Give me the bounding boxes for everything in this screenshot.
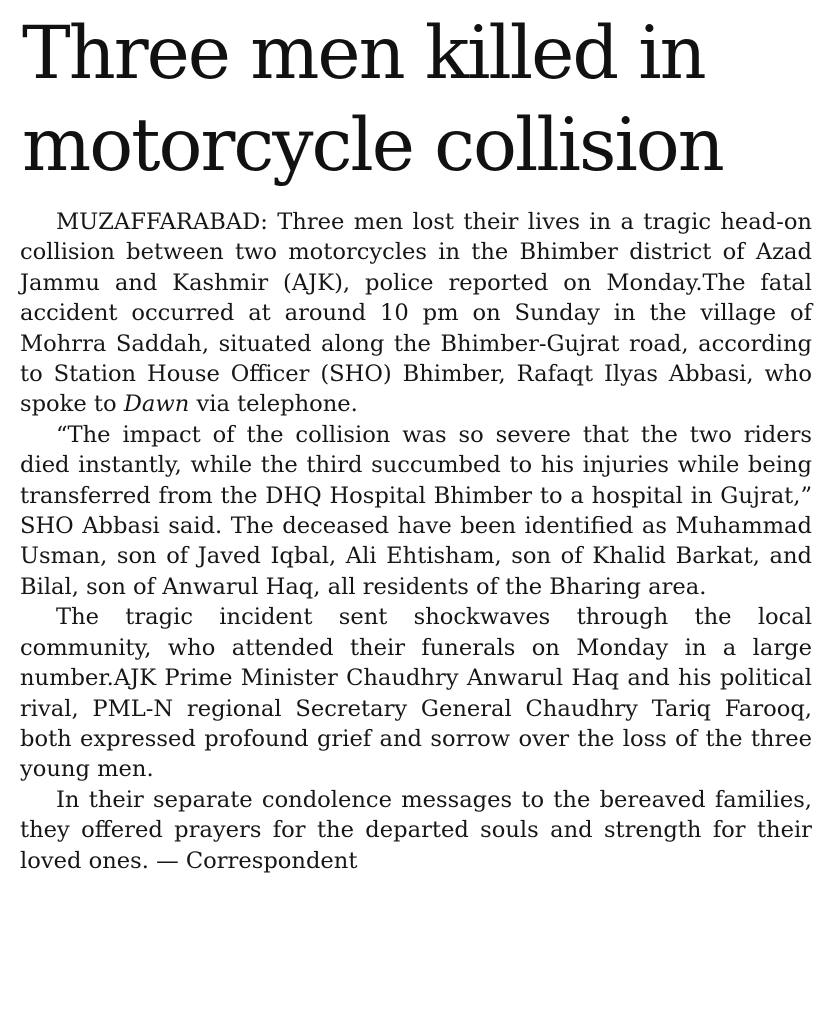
paragraph-1 <box>20 207 812 420</box>
publication-name: Dawn <box>123 391 190 418</box>
headline <box>22 8 812 192</box>
paragraph-1-text: MUZAFFARABAD: Three men lost their lives in a tragic head-on collision between two motorcycles in the Bhimber district of Azad Jammu and Kashmir (AJK), police reported on Monday.The fatal accident occurred at around 10 pm on Sunday in the village of Mohrra Saddah, situated along the Bhimber-Gujrat road, according to Station House Officer (SHO) Bhimber, Rafaqt Ilyas Abbasi, who spoke to <box>20 209 812 418</box>
paragraph-3: The tragic incident sent shockwaves through the local community, who attended their funerals on Monday in a large number.AJK Prime Minister Chaudhry Anwarul Haq and his political rival, PML-N regional Secretary General Chaudhry Tariq Farooq, both expressed profound grief and sorrow over the loss of the three young men. <box>20 604 812 783</box>
paragraph-2: “The impact of the collision was so severe that the two riders died instantly, while the third succumbed to his injuries while being transferred from the DHQ Hospital Bhimber to a hospital in Gujrat,” SHO Abbasi said. The deceased have been identified as Muhammad Usman, son of Javed Iqbal, Ali Ehtisham, son of Khalid Barkat, and Bilal, son of Anwarul Haq, all residents of the Bharing area. <box>20 421 812 600</box>
paragraph-4: In their separate condolence messages to the bereaved families, they offered prayers for the departed souls and strength for their loved ones. — Correspondent <box>20 786 812 874</box>
headline-line-2: motorcycle collision <box>22 103 723 188</box>
headline-line-1: Three men killed in <box>22 11 705 96</box>
paragraph-1-ending: via telephone. <box>189 391 358 418</box>
article-body <box>20 207 812 876</box>
